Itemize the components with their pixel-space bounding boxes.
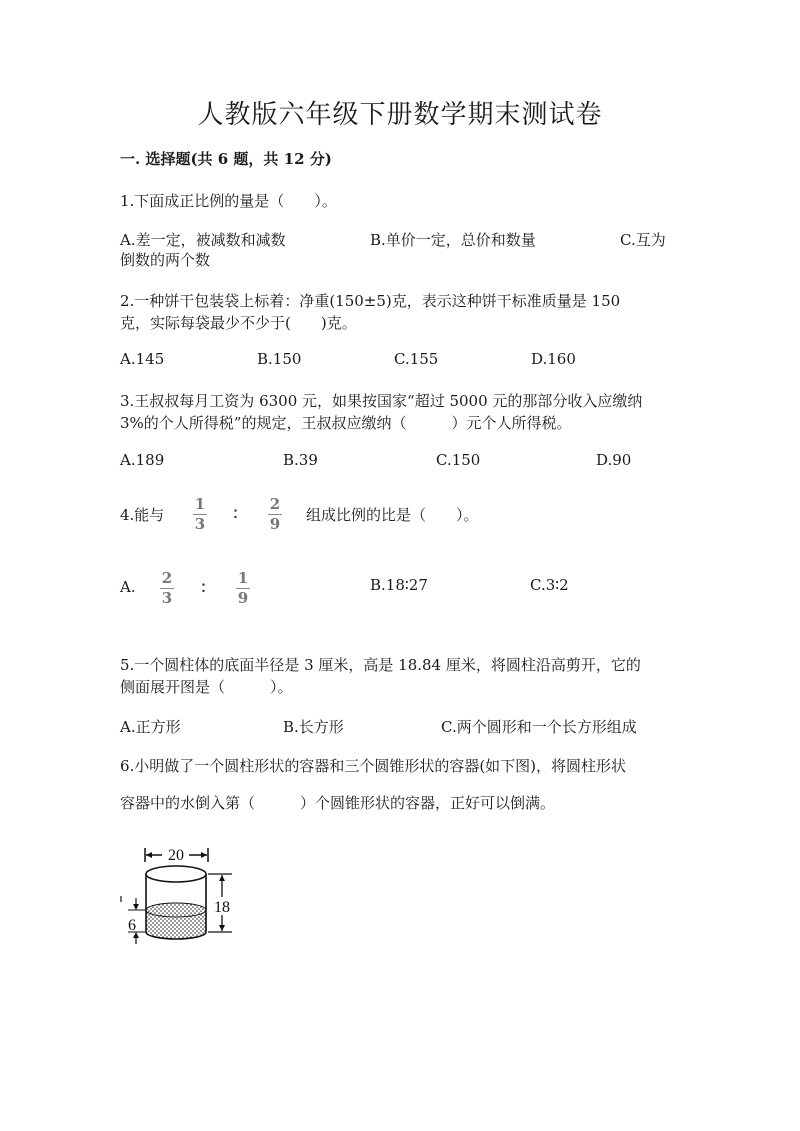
question-2-line-1: 2.一种饼干包装袋上标着：净重(150±5)克，表示这种饼干标准质量是 150 [120,292,621,310]
question-4-fraction-2 [265,496,285,533]
question-3-option-b: B.39 [283,451,318,469]
question-1-option-b: B.单价一定，总价和数量 [370,231,536,249]
question-1-text: 1.下面成正比例的量是（ ）。 [120,192,337,210]
ratio-colon: ： [200,578,216,596]
section-heading: 一. 选择题(共 6 题，共 12 分) [120,150,332,168]
water-level-dimension [121,896,146,944]
height-dimension [208,874,232,932]
question-4-option-a-fraction-2 [233,570,253,607]
fraction-numerator: 1 [194,495,206,513]
fraction-numerator: 2 [161,569,173,587]
question-4-option-a-label: A. [120,578,136,596]
question-2-option-a: A.145 [120,350,165,368]
question-3-option-d: D.90 [596,451,632,469]
fraction-numerator: 1 [237,569,249,587]
question-1-option-c: C.互为 [620,231,666,249]
question-4-option-b: B.18∶27 [370,576,428,594]
ratio-colon: ： [232,504,248,522]
diameter-label: 20 [168,847,184,864]
water-level-label: 6 [128,917,136,934]
question-1-option-c-cont: 倒数的两个数 [120,251,211,269]
diameter-dimension [145,847,208,864]
question-3-option-a: A.189 [120,451,165,469]
fraction-denominator: 9 [269,515,281,533]
question-6-line-2: 容器中的水倒入第（ ）个圆锥形状的容器，正好可以倒满。 [120,794,556,812]
question-2-option-d: D.160 [531,350,576,368]
height-label: 18 [214,899,230,916]
question-3-option-c: C.150 [436,451,481,469]
question-5-line-1: 5.一个圆柱体的底面半径是 3 厘米，高是 18.84 厘米，将圆柱沿高剪开，它的 [120,656,641,674]
fraction-numerator: 2 [269,495,281,513]
question-2-option-c: C.155 [394,350,439,368]
fraction-denominator: 3 [161,589,173,607]
question-2-option-b: B.150 [257,350,302,368]
question-4-option-c: C.3∶2 [530,576,569,594]
question-4-suffix: 组成比例的比是（ ）。 [306,506,479,524]
question-3-line-2: 3%的个人所得税”的规定，王叔叔应缴纳（ ）元个人所得税。 [120,414,572,432]
question-5-option-b: B.长方形 [283,718,344,736]
question-5-option-a: A.正方形 [120,718,181,736]
question-4-prefix: 4.能与 [120,506,165,524]
fraction-denominator: 9 [237,589,249,607]
question-4-fraction-1 [190,496,210,533]
water-fill [146,903,206,939]
question-4-option-a-fraction-1 [157,570,177,607]
question-3-line-1: 3.王叔叔每月工资为 6300 元，如果按国家“超过 5000 元的那部分收入应缴纳 [120,392,643,410]
question-2-line-2: 克，实际每袋最少不少于( )克。 [120,314,357,332]
question-6-line-1: 6.小明做了一个圆柱形状的容器和三个圆锥形状的容器(如下图)，将圆柱形状 [120,757,627,775]
question-5-option-c: C.两个圆形和一个长方形组成 [441,718,637,736]
fraction-denominator: 3 [194,515,206,533]
question-5-line-2: 侧面展开图是（ ）。 [120,678,293,696]
page-title: 人教版六年级下册数学期末测试卷 [197,100,603,130]
question-1-option-a: A.差一定，被减数和减数 [120,231,286,249]
cylinder-container-figure [118,840,248,955]
